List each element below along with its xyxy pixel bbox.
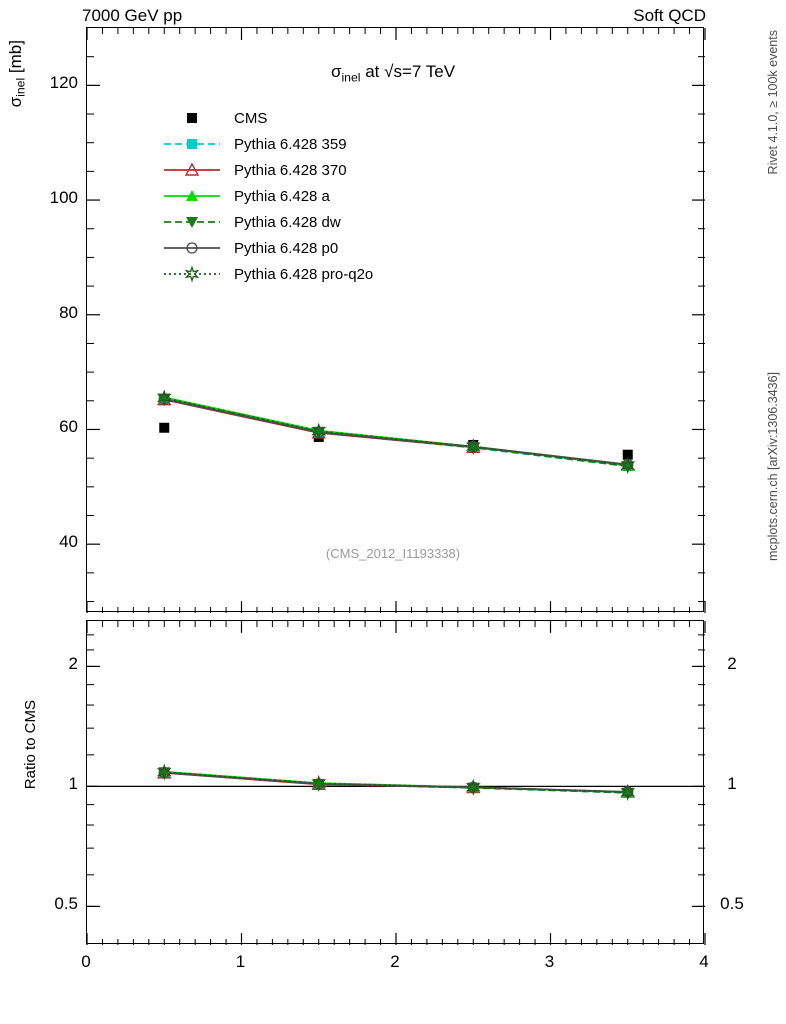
x-tick-label: 3 (544, 952, 555, 971)
header-process-label: Soft QCD (633, 6, 706, 25)
legend-marker-triangle-open-icon (160, 157, 224, 183)
legend-marker-circle-open-icon (160, 235, 224, 261)
x-tick-label: 1 (235, 952, 246, 971)
main-y-axis-label: $\sigma_{inel}$ [mb] (6, 40, 28, 108)
ratio-y-axis-label: Ratio to CMS (22, 700, 39, 790)
main-y-tick-label: 100 (49, 188, 78, 208)
header-beam-label: 7000 GeV pp (82, 6, 183, 25)
legend-item (160, 105, 373, 131)
legend-marker-square-filled-icon (160, 105, 224, 131)
legend (160, 105, 373, 287)
rivet-version-caption: Rivet 4.1.0, ≥ 100k events (766, 30, 780, 175)
legend-item-label: Pythia 6.428 a (234, 187, 330, 205)
legend-item (160, 261, 373, 287)
legend-item-label: CMS (234, 109, 268, 127)
mcplots-caption: mcplots.cern.ch [arXiv:1306.3436] (766, 372, 780, 561)
analysis-id-watermark: (CMS_2012_I1193338) (325, 546, 461, 561)
ratio-plot-panel (86, 620, 704, 944)
ratio-y-tick-label-right: 0.5 (720, 894, 744, 914)
ratio-y-tick-label-right: 2 (727, 654, 737, 674)
legend-marker-square-filled-icon (160, 131, 224, 157)
legend-item (160, 209, 373, 235)
ratio-y-tick-label-right: 1 (727, 774, 737, 794)
legend-item (160, 157, 373, 183)
main-y-tick-label: 40 (59, 532, 78, 552)
legend-item-label: Pythia 6.428 pro-q2o (234, 265, 374, 283)
main-y-tick-label: 120 (49, 73, 78, 93)
main-y-tick-label: 80 (59, 302, 78, 322)
legend-item-label: Pythia 6.428 p0 (234, 239, 339, 257)
legend-item-label: Pythia 6.428 dw (234, 213, 341, 231)
x-tick-label: 0 (81, 952, 91, 971)
x-tick-label: 4 (699, 952, 709, 971)
legend-marker-star-icon (160, 261, 224, 287)
x-tick-label: 2 (390, 952, 400, 971)
legend-item-label: Pythia 6.428 359 (234, 135, 347, 153)
main-y-tick-label: 60 (59, 417, 78, 437)
legend-item (160, 183, 373, 209)
legend-marker-triangle-filled-icon (160, 183, 224, 209)
ratio-plot-svg (87, 621, 705, 945)
ratio-y-tick-label: 0.5 (54, 894, 78, 914)
legend-item (160, 131, 373, 157)
ratio-y-tick-label: 2 (68, 654, 78, 674)
legend-marker-triangle-down-filled-icon (160, 209, 224, 235)
legend-item (160, 235, 373, 261)
ratio-y-tick-label: 1 (68, 774, 78, 794)
legend-item-label: Pythia 6.428 370 (234, 161, 347, 179)
plot-title: $\sigma_{inel}$ at √s=7 TeV (330, 62, 456, 85)
